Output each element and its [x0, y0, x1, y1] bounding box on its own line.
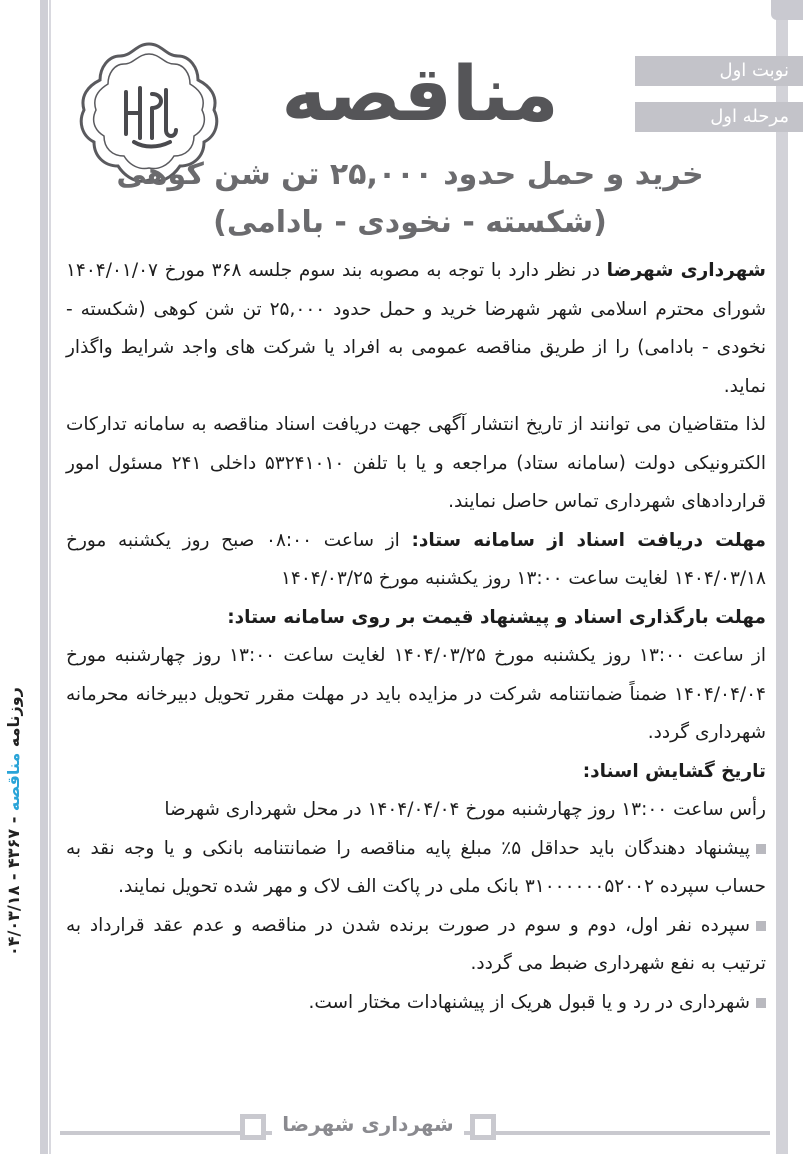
announcement-body: [66, 252, 766, 1022]
newspaper-name: روزنامه: [4, 687, 23, 748]
deadline-receive-paragraph: [66, 522, 766, 599]
footer-square-right: [470, 1114, 496, 1140]
deadline-upload-heading: مهلت بارگذاری اسناد و پیشنهاد قیمت بر روی سامانه ستاد:: [227, 606, 766, 628]
deadline-receive-heading: مهلت دریافت اسناد از سامانه ستاد:: [411, 529, 766, 551]
opening-paragraph: [66, 753, 766, 830]
right-frame-stripe: [776, 0, 788, 1154]
left-frame-inner-stripe: [49, 0, 51, 1154]
footer-square-left: [240, 1114, 266, 1140]
left-frame-stripe: [40, 0, 48, 1154]
page-title: مناقصه: [281, 49, 559, 138]
intro-text: در نظر دارد با توجه به مصوبه بند سوم جلسه ۳۶۸ مورخ ۱۴۰۴/۰۱/۰۷ شورای محترم اسلامی شهر شهرضا خرید و حمل حدود ۲۵,۰۰۰ تن شن کوهی (شکسته - نخودی - بادامی) را از طریق مناقصه عمومی به افراد یا شرکت های واجد شرایط واگذار نماید.: [66, 260, 767, 397]
footer-signature: شهرداری شهرضا: [272, 1106, 464, 1142]
deadline-upload-text: از ساعت ۱۳:۰۰ روز یکشنبه مورخ ۱۴۰۴/۰۳/۲۵ لغایت ساعت ۱۳:۰۰ روز چهارشنبه مورخ ۱۴۰۴/۰۴/۰۴ ضمناً ضمانتنامه شرکت در مزایده باید در مهلت مقرر تحویل دبیرخانه محرمانه شهرداری گردد.: [66, 645, 766, 743]
deadline-receive-text: از ساعت ۰۸:۰۰ صبح روز یکشنبه مورخ ۱۴۰۴/۰۳/۱۸ لغایت ساعت ۱۳:۰۰ روز یکشنبه مورخ ۱۴۰۴/۰۳/۲۵: [66, 529, 766, 589]
applicants-paragraph: لذا متقاضیان می توانند از تاریخ انتشار آگهی جهت دریافت اسناد مناقصه به سامانه تدارکات الکترونیکی دولت (سامانه ستاد) مراجعه و یا با تلفن ۵۳۲۴۱۰۱۰ داخلی ۲۴۱ مسئول امور قراردادهای شهرداری تماس حاصل نمایند.: [66, 414, 767, 512]
square-bullet-icon: [756, 998, 766, 1008]
opening-heading: تاریخ گشایش اسناد:: [582, 760, 766, 782]
intro-paragraph: [66, 252, 766, 406]
opening-text: رأس ساعت ۱۳:۰۰ روز چهارشنبه مورخ ۱۴۰۴/۰۴/۰۴ در محل شهرداری شهرضا: [164, 799, 766, 820]
subtitle-line-1: خرید و حمل حدود ۲۵,۰۰۰ تن شن کوهی: [116, 157, 704, 192]
subtitle-line-2: (شکسته - نخودی - بادامی): [213, 205, 607, 240]
bullet-text-3: شهرداری در رد و یا قبول هریک از پیشنهادات مختار است.: [308, 991, 750, 1013]
newspaper-side-caption: [4, 672, 40, 972]
intro-bold: شهرداری شهرضا: [606, 260, 766, 281]
bullet-item-1: [66, 830, 766, 907]
square-bullet-icon: [756, 844, 766, 854]
bullet-text-2: سپرده نفر اول، دوم و سوم در صورت برنده شدن در مناقصه و عدم عقد قرارداد به ترتیب به نفع شهرداری ضبط می گردد.: [66, 914, 766, 974]
bullet-text-1: پیشنهاد دهندگان باید حداقل ۵٪ مبلغ پایه مناقصه را ضمانتنامه بانکی و یا وجه نقد به حساب سپرده ۳۱۰۰۰۰۰۰۵۲۰۰۲ بانک ملی در پاکت الف لاک و مهر شده تحویل نمایند.: [66, 837, 766, 897]
bullet-item-3: [66, 984, 766, 1023]
round-badge: نوبت اول: [635, 56, 803, 86]
corner-tab: [771, 0, 803, 20]
deadline-upload-paragraph: [66, 599, 766, 753]
newspaper-issue: - ۴۳۶۷ - ۰۴/۰۳/۱۸: [4, 817, 23, 957]
newspaper-brand: مناقصه: [4, 753, 23, 812]
square-bullet-icon: [756, 921, 766, 931]
bullet-item-2: [66, 907, 766, 984]
stage-badge: مرحله اول: [635, 102, 803, 132]
